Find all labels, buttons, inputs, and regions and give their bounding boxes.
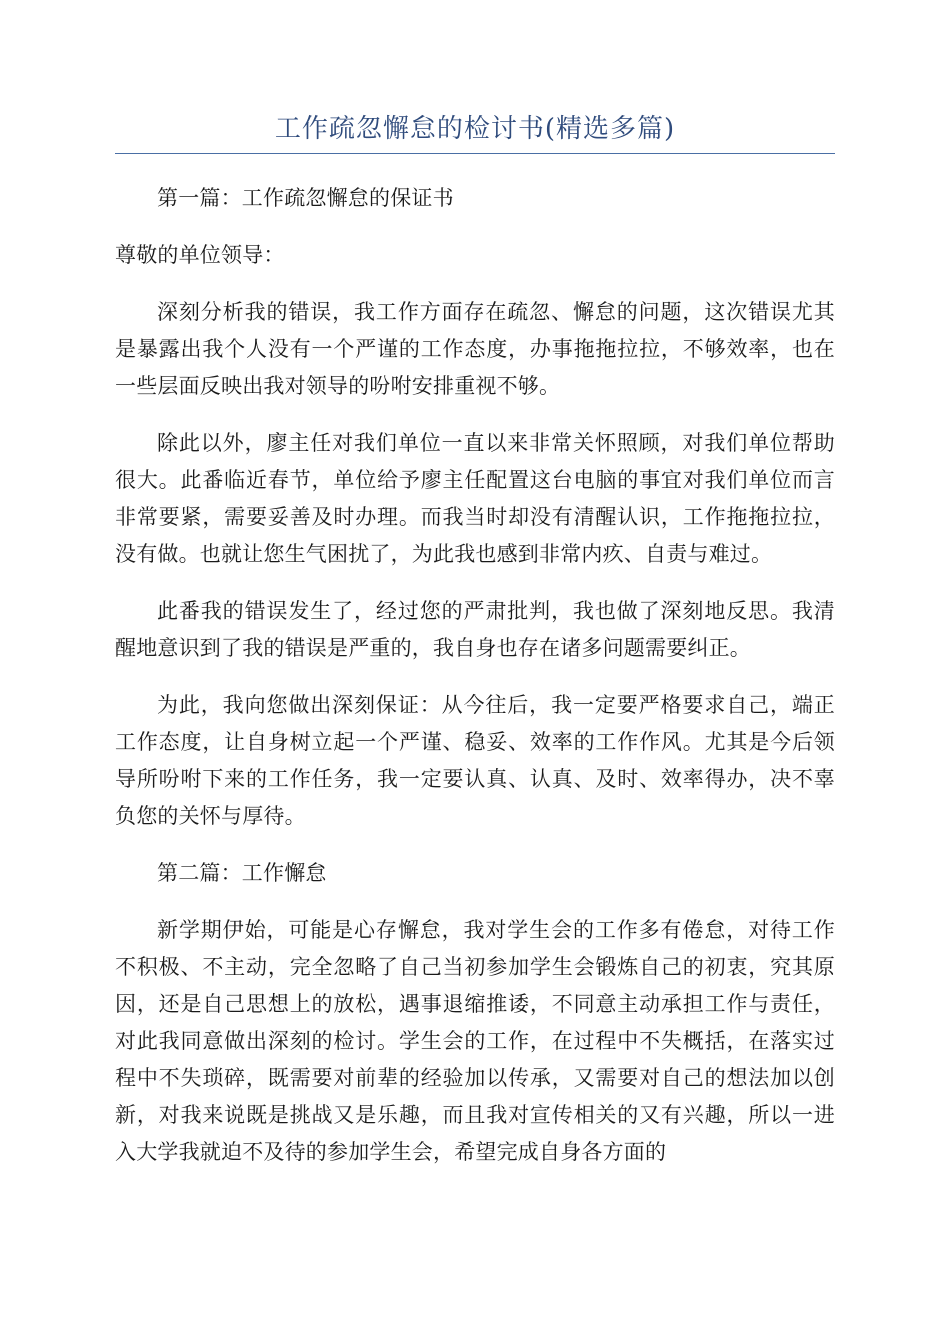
section-heading-1: 第一篇：工作疏忽懈怠的保证书 xyxy=(157,186,454,210)
document-title: 工作疏忽懈怠的检讨书(精选多篇) xyxy=(274,114,676,144)
paragraph: 此番我的错误发生了，经过您的严肃批判，我也做了深刻地反思。我清醒地意识到了我的错误是严重的，我自身也存在诸多问题需要纠正。 xyxy=(115,599,835,660)
section-heading-2: 第二篇：工作懈怠 xyxy=(157,861,327,885)
paragraph: 为此，我向您做出深刻保证：从今往后，我一定要严格要求自己，端正工作态度，让自身树立起一个严谨、稳妥、效率的工作作风。尤其是今后领导所吩咐下来的工作任务，我一定要认真、认真、及时、效率得办，决不辜负您的关怀与厚待。 xyxy=(115,693,835,828)
title-underline xyxy=(115,153,835,154)
salutation: 尊敬的单位领导： xyxy=(115,243,285,267)
paragraph: 新学期伊始，可能是心存懈怠，我对学生会的工作多有倦怠，对待工作不积极、不主动，完全忽略了自己当初参加学生会锻炼自己的初衷，究其原因，还是自己思想上的放松，遇事退缩推诿，不同意主动承担工作与责任，对此我同意做出深刻的检讨。学生会的工作，在过程中不失概括，在落实过程中不失琐碎，既需要对前辈的经验加以传承，又需要对自己的想法加以创新，对我来说既是挑战又是乐趣，而且我对宣传相关的又有兴趣，所以一进入大学我就迫不及待的参加学生会，希望完成自身各方面的 xyxy=(115,918,835,1164)
paragraph: 深刻分析我的错误，我工作方面存在疏忽、懈怠的问题，这次错误尤其是暴露出我个人没有一个严谨的工作态度，办事拖拖拉拉，不够效率，也在一些层面反映出我对领导的吩咐安排重视不够。 xyxy=(115,300,835,398)
document-body xyxy=(115,180,835,1191)
paragraph: 除此以外，廖主任对我们单位一直以来非常关怀照顾，对我们单位帮助很大。此番临近春节，单位给予廖主任配置这台电脑的事宜对我们单位而言非常要紧，需要妥善及时办理。而我当时却没有清醒认识，工作拖拖拉拉，没有做。也就让您生气困扰了，为此我也感到非常内疚、自责与难过。 xyxy=(115,431,835,566)
